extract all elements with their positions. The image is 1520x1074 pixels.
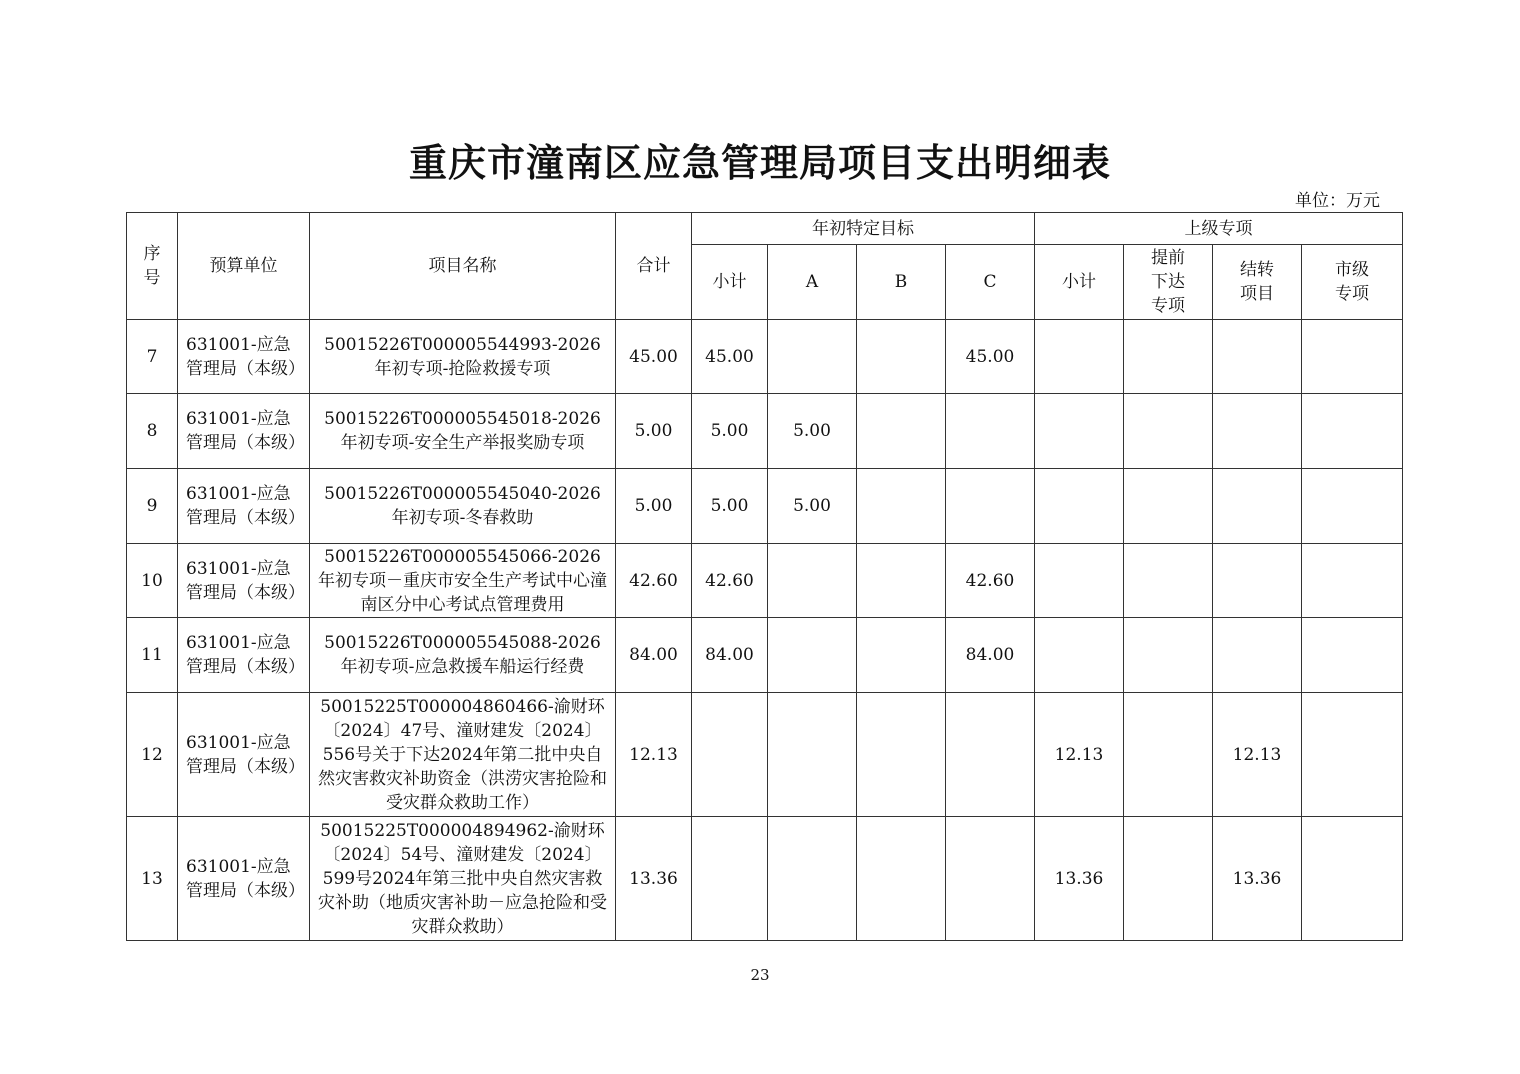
cell-initial-a: 5.00 (768, 469, 857, 544)
cell-initial-b (857, 320, 946, 394)
cell-initial-a (768, 544, 857, 618)
cell-initial-subtotal: 5.00 (692, 469, 768, 544)
cell-initial-b (857, 394, 946, 469)
cell-initial-subtotal (692, 693, 768, 817)
cell-upper-subtotal: 13.36 (1035, 817, 1124, 941)
cell-upper-subtotal (1035, 544, 1124, 618)
cell-dept: 631001-应急管理局（本级） (178, 544, 310, 618)
cell-upper-carryover (1213, 394, 1302, 469)
cell-seq: 11 (127, 618, 178, 693)
cell-initial-b (857, 544, 946, 618)
header-upper-city: 市级专项 (1302, 245, 1403, 320)
cell-dept: 631001-应急管理局（本级） (178, 693, 310, 817)
cell-seq: 7 (127, 320, 178, 394)
cell-upper-carryover: 13.36 (1213, 817, 1302, 941)
cell-initial-b (857, 693, 946, 817)
header-initial-c: C (946, 245, 1035, 320)
cell-upper-city (1302, 693, 1403, 817)
cell-upper-advance (1124, 469, 1213, 544)
cell-dept: 631001-应急管理局（本级） (178, 394, 310, 469)
header-upper-carryover: 结转项目 (1213, 245, 1302, 320)
cell-project: 50015225T000004860466-渝财环〔2024〕47号、潼财建发〔2024〕556号关于下达2024年第二批中央自然灾害救灾补助资金（洪涝灾害抢险和受灾群众救助工作） (310, 693, 616, 817)
cell-initial-a: 5.00 (768, 394, 857, 469)
cell-initial-b (857, 618, 946, 693)
cell-upper-city (1302, 320, 1403, 394)
cell-seq: 12 (127, 693, 178, 817)
cell-dept: 631001-应急管理局（本级） (178, 618, 310, 693)
header-project: 项目名称 (310, 213, 616, 320)
header-group-upper: 上级专项 (1035, 213, 1403, 245)
cell-initial-c (946, 394, 1035, 469)
header-seq: 序号 (127, 213, 178, 320)
table-row (127, 693, 1403, 817)
cell-seq: 9 (127, 469, 178, 544)
cell-project: 50015226T000005545088-2026年初专项-应急救援车船运行经费 (310, 618, 616, 693)
cell-upper-carryover (1213, 469, 1302, 544)
cell-project: 50015226T000005544993-2026年初专项-抢险救援专项 (310, 320, 616, 394)
cell-upper-advance (1124, 320, 1213, 394)
cell-initial-a (768, 618, 857, 693)
cell-initial-c: 45.00 (946, 320, 1035, 394)
page-title: 重庆市潼南区应急管理局项目支出明细表 (408, 141, 1111, 185)
cell-upper-city (1302, 544, 1403, 618)
cell-project: 50015225T000004894962-渝财环〔2024〕54号、潼财建发〔2024〕599号2024年第三批中央自然灾害救灾补助（地质灾害补助－应急抢险和受灾群众救助） (310, 817, 616, 941)
table-row (127, 469, 1403, 544)
header-upper-subtotal: 小计 (1035, 245, 1124, 320)
cell-upper-subtotal (1035, 469, 1124, 544)
cell-upper-subtotal (1035, 618, 1124, 693)
table-row (127, 618, 1403, 693)
cell-total: 5.00 (616, 469, 692, 544)
cell-total: 12.13 (616, 693, 692, 817)
header-initial-a: A (768, 245, 857, 320)
cell-initial-a (768, 817, 857, 941)
header-group-initial: 年初特定目标 (692, 213, 1035, 245)
cell-initial-a (768, 320, 857, 394)
cell-total: 84.00 (616, 618, 692, 693)
header-dept: 预算单位 (178, 213, 310, 320)
header-initial-b: B (857, 245, 946, 320)
cell-upper-city (1302, 469, 1403, 544)
cell-initial-subtotal (692, 817, 768, 941)
cell-total: 5.00 (616, 394, 692, 469)
cell-upper-carryover (1213, 544, 1302, 618)
cell-upper-advance (1124, 618, 1213, 693)
cell-upper-carryover: 12.13 (1213, 693, 1302, 817)
cell-upper-carryover (1213, 618, 1302, 693)
cell-initial-subtotal: 45.00 (692, 320, 768, 394)
cell-project: 50015226T000005545040-2026年初专项-冬春救助 (310, 469, 616, 544)
cell-initial-c (946, 817, 1035, 941)
cell-upper-city (1302, 394, 1403, 469)
cell-upper-carryover (1213, 320, 1302, 394)
table-row (127, 394, 1403, 469)
cell-upper-advance (1124, 544, 1213, 618)
header-initial-subtotal: 小计 (692, 245, 768, 320)
cell-initial-a (768, 693, 857, 817)
cell-initial-c (946, 693, 1035, 817)
cell-initial-c: 84.00 (946, 618, 1035, 693)
cell-initial-subtotal: 5.00 (692, 394, 768, 469)
cell-project: 50015226T000005545066-2026年初专项－重庆市安全生产考试中心潼南区分中心考试点管理费用 (310, 544, 616, 618)
cell-total: 13.36 (616, 817, 692, 941)
cell-upper-subtotal (1035, 320, 1124, 394)
header-upper-advance: 提前下达专项 (1124, 245, 1213, 320)
table-row (127, 320, 1403, 394)
header-total: 合计 (616, 213, 692, 320)
cell-total: 42.60 (616, 544, 692, 618)
cell-project: 50015226T000005545018-2026年初专项-安全生产举报奖励专项 (310, 394, 616, 469)
cell-initial-b (857, 469, 946, 544)
table-row (127, 544, 1403, 618)
cell-upper-subtotal: 12.13 (1035, 693, 1124, 817)
unit-label: 单位：万元 (1295, 191, 1380, 211)
cell-seq: 10 (127, 544, 178, 618)
table-row (127, 817, 1403, 941)
cell-initial-c (946, 469, 1035, 544)
cell-initial-b (857, 817, 946, 941)
cell-initial-subtotal: 84.00 (692, 618, 768, 693)
cell-initial-c: 42.60 (946, 544, 1035, 618)
cell-initial-subtotal: 42.60 (692, 544, 768, 618)
cell-upper-advance (1124, 817, 1213, 941)
expenditure-table (126, 212, 1403, 941)
cell-upper-advance (1124, 693, 1213, 817)
cell-upper-city (1302, 618, 1403, 693)
page-number: 23 (750, 966, 770, 984)
cell-seq: 8 (127, 394, 178, 469)
cell-dept: 631001-应急管理局（本级） (178, 469, 310, 544)
cell-dept: 631001-应急管理局（本级） (178, 817, 310, 941)
cell-total: 45.00 (616, 320, 692, 394)
cell-upper-advance (1124, 394, 1213, 469)
cell-seq: 13 (127, 817, 178, 941)
cell-dept: 631001-应急管理局（本级） (178, 320, 310, 394)
cell-upper-city (1302, 817, 1403, 941)
cell-upper-subtotal (1035, 394, 1124, 469)
